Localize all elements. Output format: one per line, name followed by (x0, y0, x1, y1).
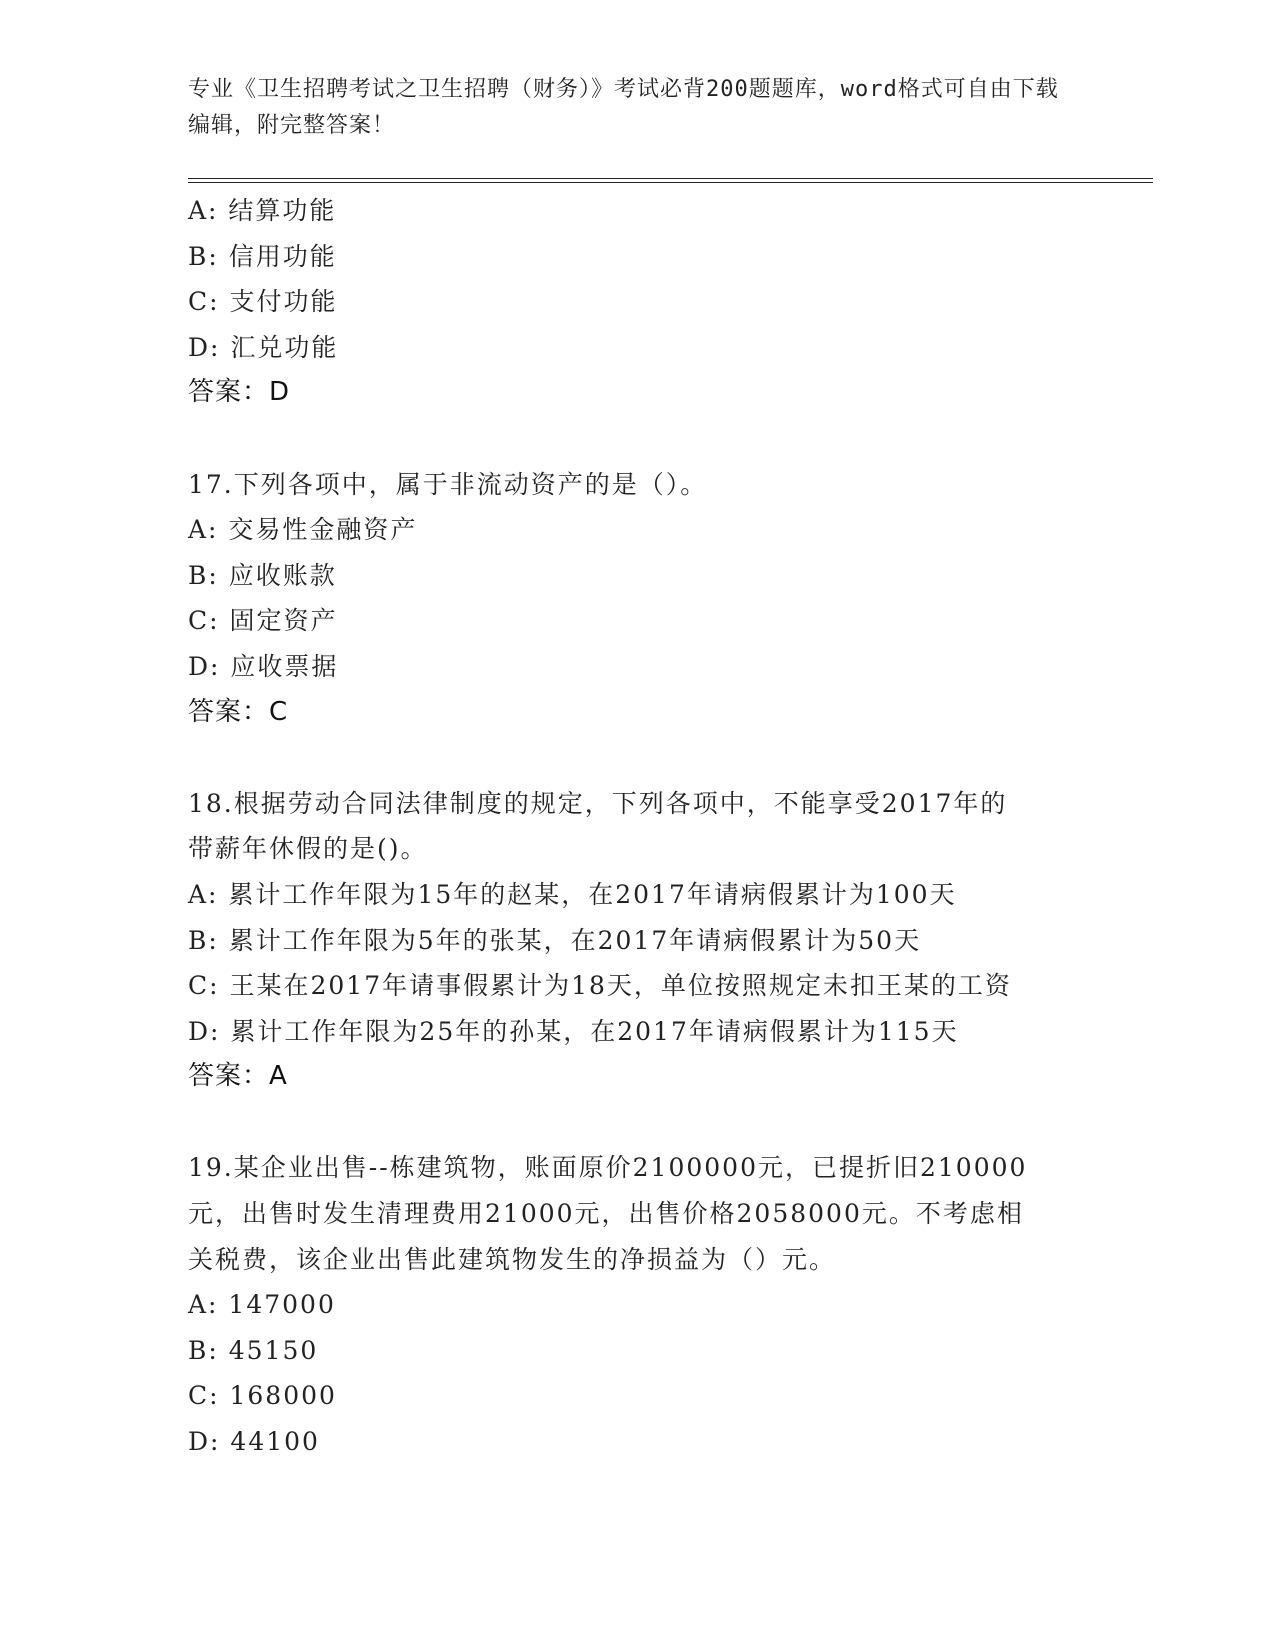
option-a: A: 累计工作年限为15年的赵某，在2017年请病假累计为100天 (188, 879, 957, 909)
question-stem-line-3: 关税费，该企业出售此建筑物发生的净损益为（）元。 (188, 1244, 837, 1274)
option-c: C: 王某在2017年请事假累计为18天，单位按照规定未扣王某的工资 (188, 971, 1012, 1001)
spacer (188, 1100, 1088, 1146)
option-a: A: 147000 (188, 1290, 336, 1320)
option-b: B: 45150 (188, 1335, 319, 1365)
option-c: C: 支付功能 (188, 287, 338, 317)
question-18 (188, 781, 1088, 1100)
option-d: D: 应收票据 (188, 651, 339, 681)
question-stem-line-1: 19.某企业出售--栋建筑物，账面原价2100000元，已提折旧210000 (188, 1153, 1028, 1183)
question-stem-line-2: 带薪年休假的是()。 (188, 834, 428, 864)
question-stem: 17.下列各项中，属于非流动资产的是（）。 (188, 469, 708, 499)
option-a: A: 结算功能 (188, 196, 337, 225)
option-d: D: 44100 (188, 1427, 320, 1457)
option-d: D: 汇兑功能 (188, 332, 339, 362)
option-b: B: 应收账款 (188, 560, 337, 590)
header-divider-bottom (188, 182, 1153, 183)
option-c: C: 168000 (188, 1381, 337, 1411)
question-stem-line-1: 18.根据劳动合同法律制度的规定，下列各项中，不能享受2017年的 (188, 788, 1008, 818)
spacer (188, 735, 1088, 781)
question-17 (188, 462, 1088, 736)
answer-line: 答案：D (188, 377, 291, 408)
question-content (188, 188, 1088, 1465)
option-b: B: 信用功能 (188, 241, 337, 271)
question-19 (188, 1145, 1088, 1464)
option-a: A: 交易性金融资产 (188, 515, 418, 545)
option-c: C: 固定资产 (188, 606, 338, 636)
document-header: 专业《卫生招聘考试之卫生招聘（财务）》考试必背200题题库，word格式可自由下载编辑，附完整答案！ (188, 77, 1059, 138)
answer-line: 答案：C (188, 696, 289, 727)
option-d: D: 累计工作年限为25年的孙某，在2017年请病假累计为115天 (188, 1016, 959, 1046)
answer-line: 答案：A (188, 1061, 288, 1092)
option-b: B: 累计工作年限为5年的张某，在2017年请病假累计为50天 (188, 925, 922, 955)
spacer (188, 416, 1088, 462)
question-stem-line-2: 元，出售时发生清理费用21000元，出售价格2058000元。不考虑相 (188, 1199, 1024, 1229)
question-16-continued (188, 188, 1088, 416)
header-divider-top (188, 178, 1153, 179)
